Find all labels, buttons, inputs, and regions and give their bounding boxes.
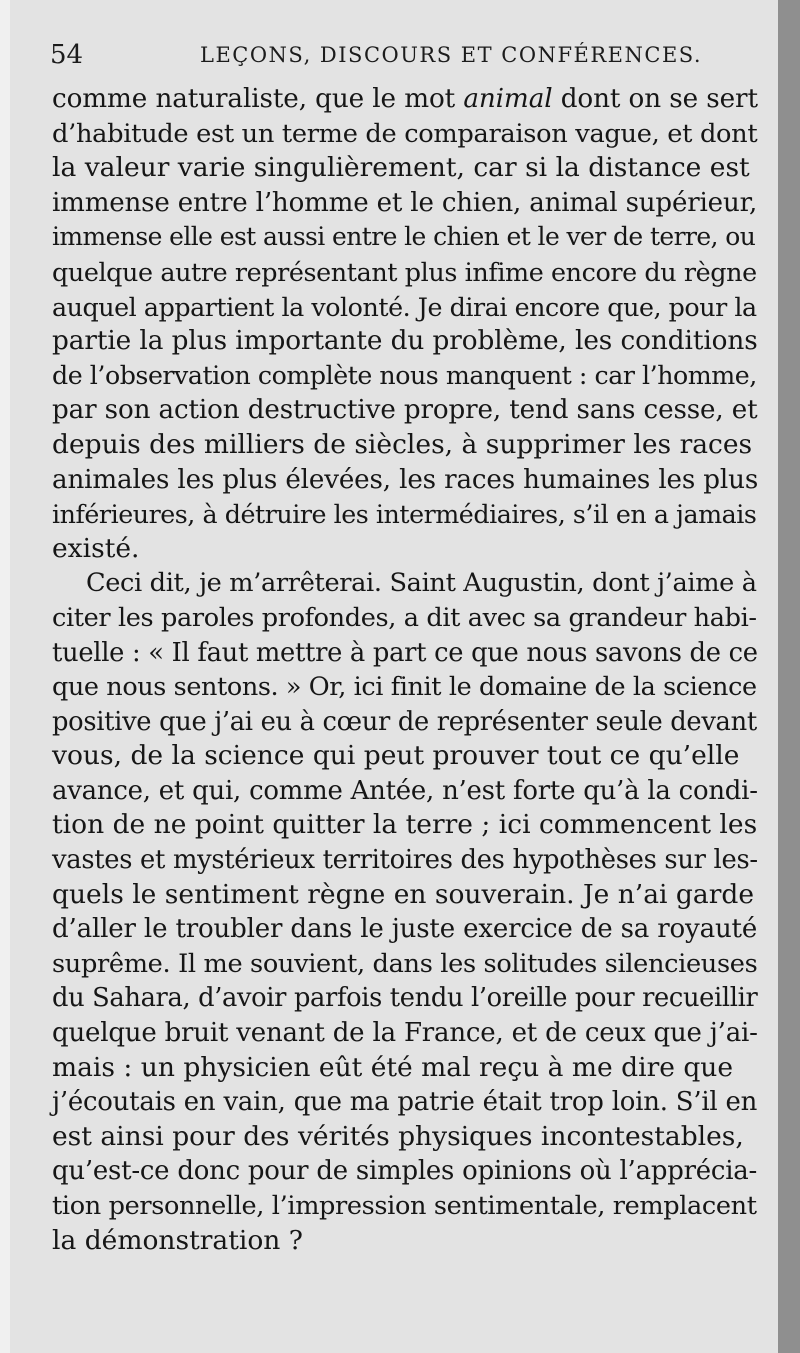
text-line: j’écoutais en vain, que ma patrie était trop loin. S’il en xyxy=(52,1087,758,1118)
text-line: depuis des milliers de siècles, à supprimer les races xyxy=(52,428,753,460)
text-line: existé. xyxy=(52,532,140,564)
text-line xyxy=(52,82,758,117)
text-line: la démonstration ? xyxy=(52,1224,303,1256)
text-line: de l’observation complète nous manquent : car l’homme, xyxy=(52,360,757,390)
paragraph-2 xyxy=(52,566,758,1258)
running-title: LEÇONS, DISCOURS ET CONFÉRENCES. xyxy=(200,43,703,67)
text-line: d’habitude est un terme de comparaison vague, et dont xyxy=(52,118,758,149)
text-line: quels le sentiment règne en souverain. Je n’ai garde xyxy=(52,878,755,910)
text-line: quelque bruit venant de la France, et de ceux que j’ai- xyxy=(52,1018,758,1049)
text-line: immense elle est aussi entre le chien et le ver de terre, ou xyxy=(52,222,756,252)
text-line: auquel appartient la volonté. Je dirai encore que, pour la xyxy=(52,291,757,322)
page-header xyxy=(50,38,750,72)
body-text xyxy=(52,82,758,1258)
text-line: mais : un physicien eût été mal reçu à me dire que xyxy=(52,1051,734,1083)
text-line: animales les plus élevées, les races humaines les plus xyxy=(52,464,759,495)
text-line: d’aller le troubler dans le juste exercice de sa royauté xyxy=(52,914,758,945)
italic-word: animal xyxy=(463,84,553,114)
text-run: dont on se sert xyxy=(552,84,758,114)
paragraph-1 xyxy=(52,82,758,566)
text-line: du Sahara, d’avoir parfois tendu l’oreille pour recueillir xyxy=(52,983,758,1014)
page-edge xyxy=(0,0,10,1353)
text-line: vous, de la science qui peut prouver tout ce qu’elle xyxy=(52,740,740,772)
text-line: tion de ne point quitter la terre ; ici commencent les xyxy=(52,809,758,841)
text-line: est ainsi pour des vérités physiques incontestables, xyxy=(52,1120,744,1152)
text-line: immense entre l’homme et le chien, animal supérieur, xyxy=(52,187,758,218)
text-line: Ceci dit, je m’arrêterai. Saint Augustin, dont j’aime à xyxy=(86,568,757,599)
text-line: suprême. Il me souvient, dans les solitudes silencieuses xyxy=(52,948,758,979)
text-line: la valeur varie singulièrement, car si la distance est xyxy=(52,152,750,184)
text-line: par son action destructive propre, tend sans cesse, et xyxy=(52,395,758,426)
text-line: inférieures, à détruire les intermédiaires, s’il en a jamais xyxy=(52,499,757,530)
text-line: vastes et mystérieux territoires des hypothèses sur les- xyxy=(52,845,758,876)
text-line: quelque autre représentant plus infime encore du règne xyxy=(52,256,757,287)
text-line: qu’est-ce donc pour de simples opinions où l’apprécia- xyxy=(52,1156,758,1187)
text-line: positive que j’ai eu à cœur de représenter seule devant xyxy=(52,706,757,737)
text-line: tuelle : « Il faut mettre à part ce que nous savons de ce xyxy=(52,637,758,668)
text-run: comme naturaliste, que le mot xyxy=(52,84,464,114)
text-line: avance, et qui, comme Antée, n’est forte qu’à la condi- xyxy=(52,775,758,806)
text-line: partie la plus importante du problème, les conditions xyxy=(52,326,758,357)
text-line: que nous sentons. » Or, ici finit le domaine de la science xyxy=(52,672,757,703)
text-line: citer les paroles profondes, a dit avec sa grandeur habi- xyxy=(52,602,757,633)
binding-shadow xyxy=(778,0,800,1353)
text-line: tion personnelle, l’impression sentimentale, remplacent xyxy=(52,1191,757,1221)
page-number: 54 xyxy=(50,40,84,70)
